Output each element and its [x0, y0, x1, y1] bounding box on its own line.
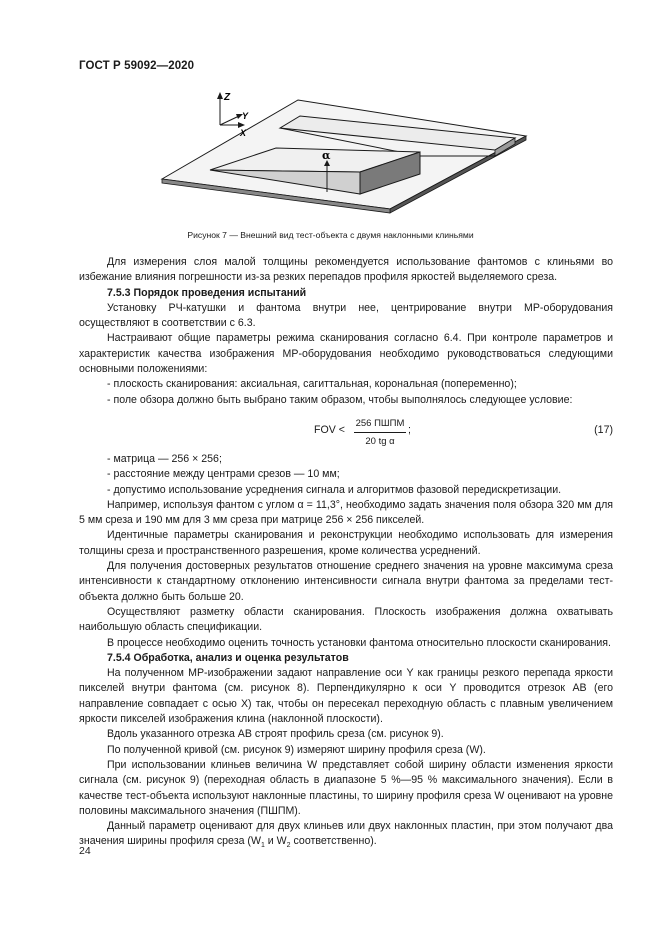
paragraph: При использовании клиньев величина W представляет собой ширину области изменения яркости сигнала (см. рисунок 9) (переходная область в диапазоне 5 %—95 % максимального значения). Если в качестве тест-объекта используют наклонные пластины, то ширину профиля среза W оценивают на уровне половины максимального значения (ПШПМ). [79, 758, 613, 817]
list-item: - плоскость сканирования: аксиальная, сагиттальная, корональная (попеременно); [107, 378, 517, 391]
formula-fraction [354, 416, 406, 450]
document-body [79, 255, 613, 854]
list-item: - расстояние между центрами срезов — 10 мм; [107, 468, 340, 481]
paragraph: Вдоль указанного отрезка АВ строят профиль среза (см. рисунок 9). [107, 728, 444, 741]
text-run: Данный параметр оценивают для двух клиньев или двух наклонных пластин, при этом получают два значения ширины профиля среза (W [79, 820, 613, 848]
paragraph: Настраивают общие параметры режима сканирования согласно 6.4. При контроле параметров и характеристик качества изображения МР-оборудования необходимо руководствоваться следующими основными положениями: [79, 332, 613, 376]
paragraph: На полученном МР-изображении задают направление оси Y как границы резкого перепада яркости пикселей внутри фантома (см. рисунок 8). Перпендикулярно к оси Y проводится отрезок АВ (его направление совпадает с осью X) так, чтобы он пересекал переходную область с плавным увеличением яркости пикселей изображения клина (наклонной плоскости). [79, 667, 613, 726]
text-run: и W [264, 835, 287, 848]
paragraph: Установку РЧ-катушки и фантома внутри нее, центрирование внутри МР-оборудования осуществляют в соответствии с 6.3. [79, 301, 613, 330]
paragraph: Осуществляют разметку области сканирования. Плоскость изображения должна охватывать наибольшую область спецификации. [79, 605, 613, 634]
list-item: - поле обзора должно быть выбрано таким образом, чтобы выполнялось следующее условие: [107, 393, 573, 406]
paragraph: Идентичные параметры сканирования и реконструкции необходимо использовать для измерения толщины среза и пространственного разрешения, кроме количества усреднений. [79, 529, 613, 557]
text-run: соответственно). [290, 835, 377, 848]
y-axis [220, 116, 239, 125]
page-number: 24 [79, 845, 91, 857]
paragraph [79, 819, 613, 854]
paragraph: Например, используя фантом с углом α = 11,3°, необходимо задать значения поля обзора 320 мм для 5 мм среза и 190 мм для 3 мм среза при матрице 256 × 256 пикселей. [79, 498, 613, 527]
figure-caption: Рисунок 7 — Внешний вид тест-объекта с двумя наклонными клиньями [187, 230, 474, 240]
z-axis-label: Z [224, 92, 231, 103]
section-heading-7-5-3: 7.5.3 Порядок проведения испытаний [107, 286, 307, 299]
formula-denominator: 20 tg α [365, 436, 395, 448]
section-heading-7-5-4: 7.5.4 Обработка, анализ и оценка результатов [107, 651, 349, 664]
y-axis-label: Y [242, 111, 249, 121]
subscript: 1 [260, 842, 265, 850]
x-axis-label: X [240, 128, 247, 138]
paragraph: По полученной кривой (см. рисунок 9) измеряют ширину профиля среза (W). [107, 743, 486, 756]
formula-number: (17) [594, 423, 613, 436]
document-header: ГОСТ Р 59092—2020 [79, 60, 195, 72]
formula-17 [79, 416, 613, 446]
formula-lhs: FOV < [314, 423, 345, 436]
list-item: - матрица — 256 × 256; [107, 452, 222, 465]
paragraph: Для измерения слоя малой толщины рекомендуется использование фантомов с клиньями во избежание влияния погрешности из-за резких перепадов профиля яркостей выделяемого среза. [79, 256, 613, 284]
paragraph: В процессе необходимо оценить точность установки фантома относительно плоскости сканирования. [107, 636, 611, 649]
formula-numerator: 256 ПШПМ [354, 416, 406, 433]
subscript: 2 [286, 842, 291, 850]
formula-semicolon: ; [408, 423, 411, 436]
z-axis-arrow [217, 92, 223, 99]
list-item: - допустимо использование усреднения сигнала и алгоритмов фазовой передискретизации. [107, 483, 562, 496]
paragraph: Для получения достоверных результатов отношение среднего значения на уровне максимума среза интенсивности к стандартному отклонению интенсивности сигнала внутри фантома за пределами тест-объекта должно быть больше 20. [79, 560, 613, 603]
angle-label: α [322, 149, 331, 162]
figure-test-object [150, 86, 540, 216]
